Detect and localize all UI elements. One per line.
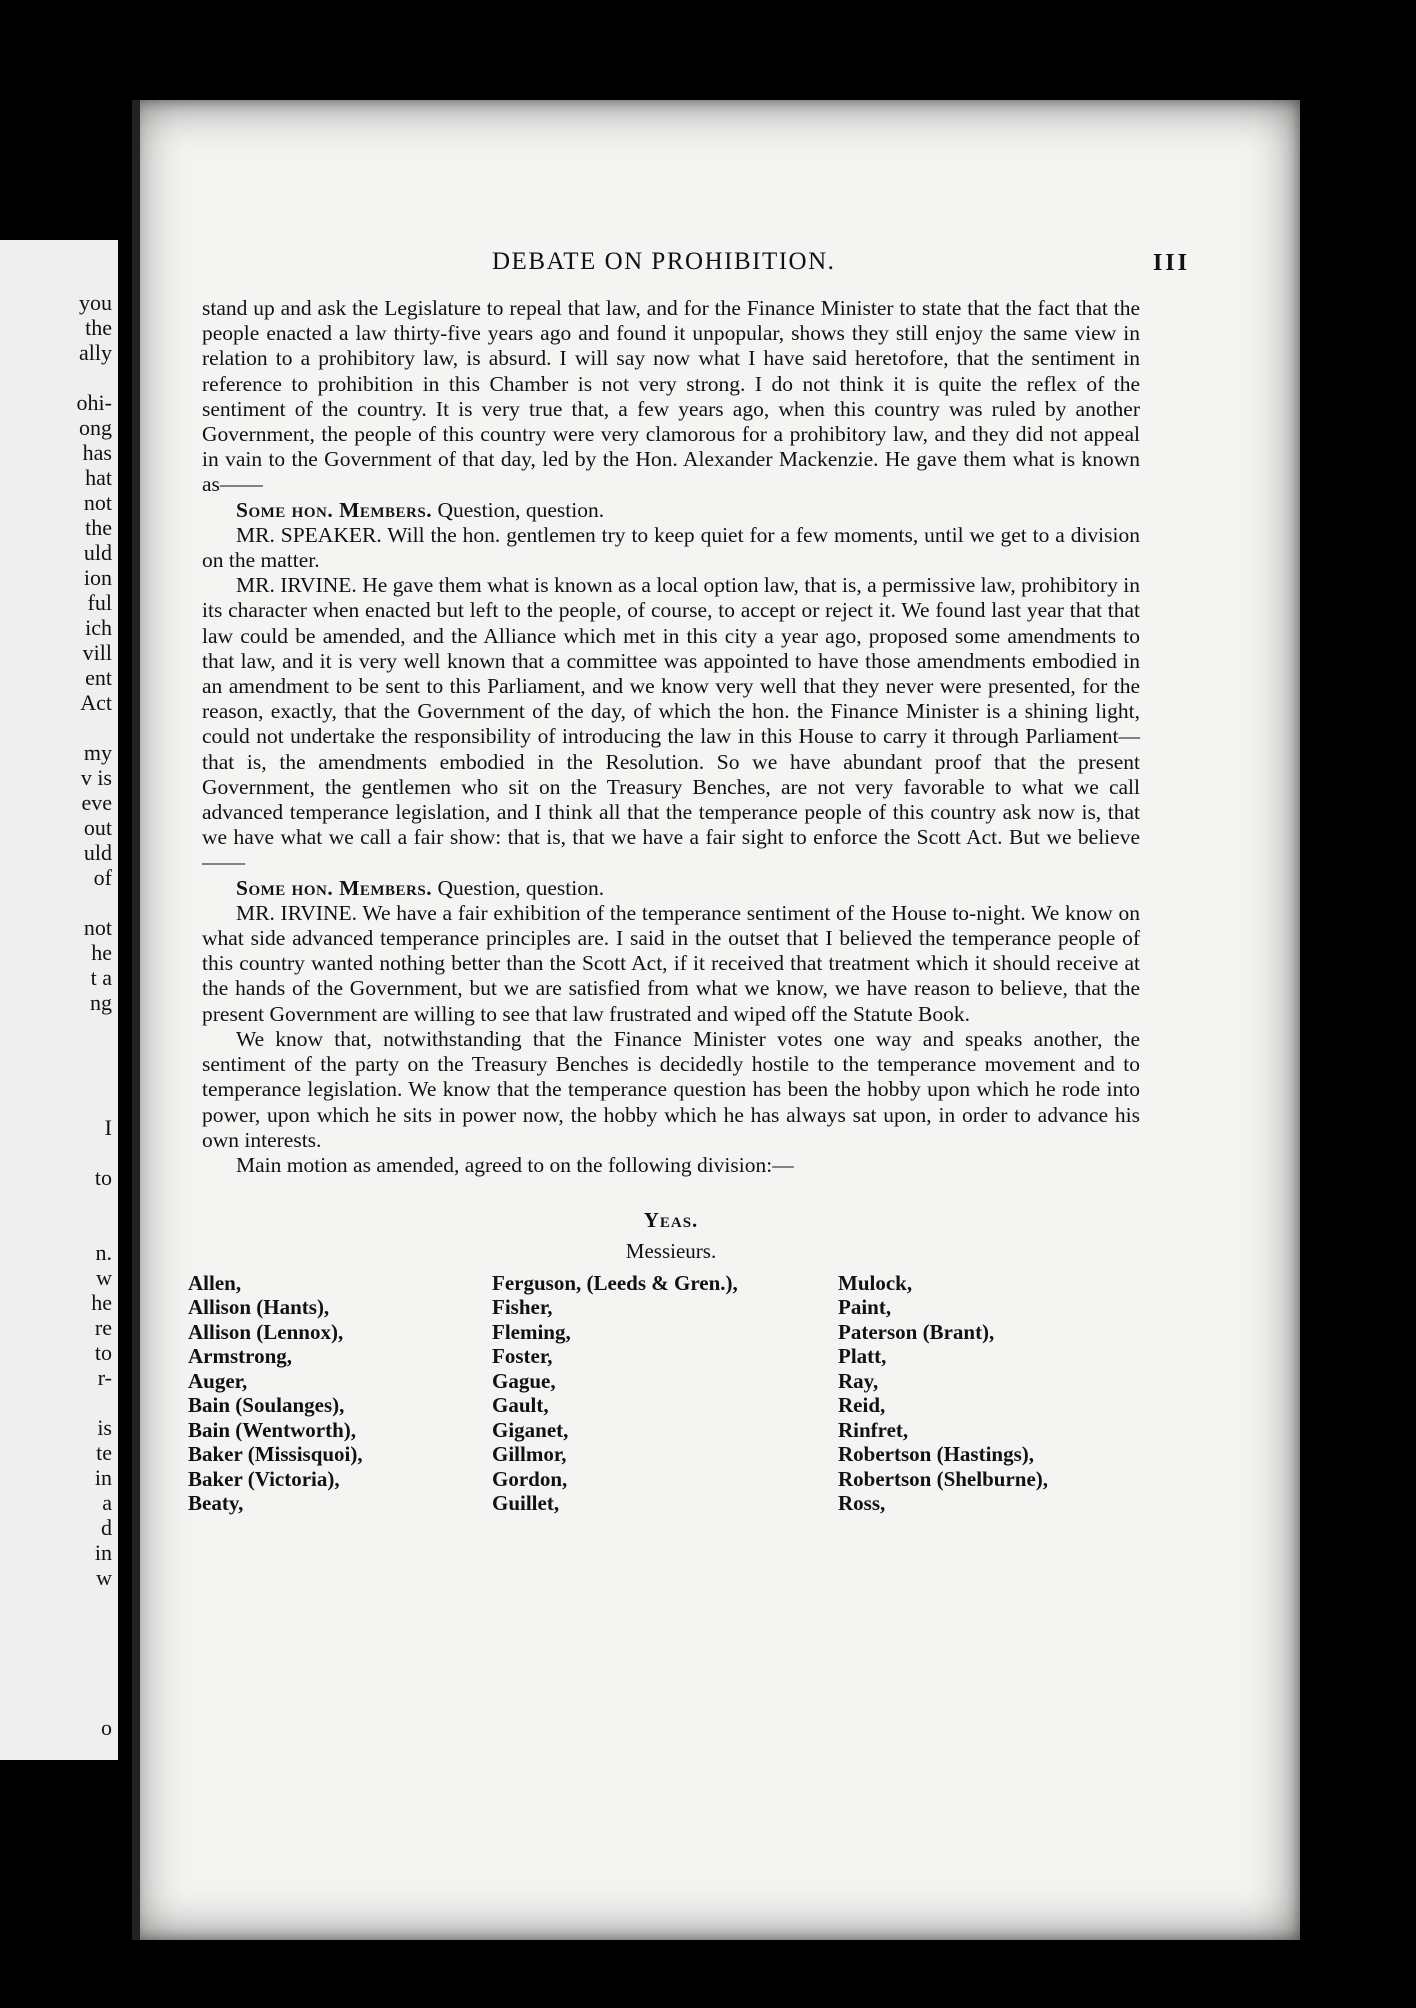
- speech-text: Will the hon. gentlemen try to keep quiet for a few moments, until we get to a division on the matter.: [202, 522, 1140, 573]
- member-name: Gault,: [492, 1393, 549, 1418]
- paragraph-6: [202, 901, 1140, 1027]
- division-subheading: Messieurs.: [625, 1239, 717, 1264]
- paragraph-8: Main motion as amended, agreed to on the following division:—: [236, 1152, 794, 1177]
- adjacent-page-text: you the ally ohi- ong has hat not the uld ion ful ich vill ent Act my v is eve out uld of not he t a ng I to n. w he re to r- is te in a d in w o: [76, 290, 112, 1740]
- member-name: Guillet,: [492, 1491, 560, 1516]
- member-name: Bain (Soulanges),: [188, 1393, 345, 1418]
- member-name: Ray,: [838, 1368, 879, 1393]
- member-name: Gague,: [492, 1368, 556, 1393]
- member-name: Ferguson, (Leeds & Gren.),: [492, 1270, 738, 1295]
- member-name: Mulock,: [838, 1270, 913, 1295]
- page-spine: [132, 100, 140, 1940]
- member-name: Rinfret,: [838, 1417, 909, 1442]
- vote-column-1: [188, 1271, 363, 1516]
- speech-text: Question, question.: [437, 497, 605, 522]
- speech-text: He gave them what is known as a local option law, that is, a permissive law, prohibitory in its character when enacted but left to the people, of course, to accept or reject it. We found last year that that law could be amended, and the Alliance which met in this city a year ago, proposed some amendments to that law, and it is very well known that a committee was appointed to have those amendments embodied in an amendment to be sent to this Parliament, and we know very well that they never were presented, for the reason, exactly, that the Government of the day, of which the hon. the Finance Minister is a shining light, could not undertake the responsibility of introducing the law in this House to carry it through Parliament—that is, the amendments embodied in the Resolution. So we have abundant proof that the present Government, the gentlemen who sit on the Treasury Benches, are not very favorable to what we call advanced temperance legislation, and I think all that the temperance people of this country ask now is, that we have what we call a fair show: that is, that we have a fair sight to enforce the Scott Act. But we believe——: [202, 573, 1140, 875]
- paragraph-5: [202, 876, 1140, 901]
- speaker-label: MR. SPEAKER.: [236, 522, 382, 547]
- member-name: Gordon,: [492, 1466, 568, 1491]
- member-name: Armstrong,: [188, 1344, 293, 1369]
- speech-text: Question, question.: [437, 875, 605, 900]
- speaker-label: Some hon. Members.: [236, 875, 433, 900]
- paragraph-2: [202, 498, 1140, 523]
- speaker-label: MR. IRVINE.: [236, 573, 357, 598]
- page-title: DEBATE ON PROHIBITION.: [492, 248, 836, 275]
- member-name: Fleming,: [492, 1319, 571, 1344]
- division-heading: Yeas.: [643, 1208, 699, 1233]
- member-name: Robertson (Hastings),: [838, 1442, 1035, 1467]
- member-name: Auger,: [188, 1368, 248, 1393]
- member-name: Paint,: [838, 1295, 892, 1320]
- vote-list: [188, 1270, 1140, 1531]
- member-name: Allison (Hants),: [188, 1295, 330, 1320]
- speaker-label: Some hon. Members.: [236, 497, 433, 522]
- adjacent-page-fragment: [0, 240, 118, 1760]
- body-text: [188, 296, 1140, 1531]
- paragraph-4: [202, 573, 1140, 875]
- vote-column-2: [492, 1271, 738, 1516]
- member-name: Paterson (Brant),: [838, 1319, 995, 1344]
- member-name: Bain (Wentworth),: [188, 1417, 356, 1442]
- speech-text: We have a fair exhibition of the temperance sentiment of the House to-night. We know on what side advanced temperance principles are. I said in the outset that I believed the temperance people of this country wanted nothing better than the Scott Act, if it received that treatment which it should receive at the hands of the Government, but we are satisfied from what we know, we have reason to believe, that the present Government are willing to see that law frustrated and wiped off the Statute Book.: [202, 900, 1140, 1026]
- member-name: Reid,: [838, 1393, 886, 1418]
- member-name: Gillmor,: [492, 1442, 567, 1467]
- paragraph-3: [202, 523, 1140, 573]
- member-name: Allison (Lennox),: [188, 1319, 344, 1344]
- paragraph-1: stand up and ask the Legislature to repeal that law, and for the Finance Minister to state that the fact that the people enacted a law thirty-five years ago and found it unpopular, shows they still enjoy the same view in relation to a prohibitory law, is absurd. I will say now what I have said heretofore, that the sentiment in reference to prohibition in this Chamber is not very strong. I do not think it is quite the reflex of the sentiment of the country. It is very true that, a few years ago, when this country was ruled by another Government, the people of this country were very clamorous for a prohibitory law, and they did not appeal in vain to the Government of that day, led by the Hon. Alexander Mackenzie. He gave them what is known as——: [202, 296, 1140, 497]
- member-name: Foster,: [492, 1344, 553, 1369]
- member-name: Robertson (Shelburne),: [838, 1466, 1049, 1491]
- member-name: Baker (Victoria),: [188, 1466, 340, 1491]
- running-head: [132, 248, 1300, 282]
- member-name: Platt,: [838, 1344, 887, 1369]
- member-name: Fisher,: [492, 1295, 553, 1320]
- vote-column-3: [838, 1271, 1048, 1516]
- page-number: III: [1152, 250, 1190, 276]
- member-name: Allen,: [188, 1270, 242, 1295]
- member-name: Giganet,: [492, 1417, 569, 1442]
- member-name: Ross,: [838, 1491, 886, 1516]
- member-name: Baker (Missisquoi),: [188, 1442, 363, 1467]
- paragraph-7: We know that, notwithstanding that the Finance Minister votes one way and speaks another, the sentiment of the party on the Treasury Benches is decidedly hostile to the temperance movement and to temperance legislation. We know that the temperance question has been the hobby upon which he rode into power, upon which he sits in power now, the hobby which he has always sat upon, in order to advance his own interests.: [202, 1026, 1140, 1152]
- member-name: Beaty,: [188, 1491, 244, 1516]
- book-page: [132, 100, 1300, 1940]
- speaker-label: MR. IRVINE.: [236, 900, 358, 925]
